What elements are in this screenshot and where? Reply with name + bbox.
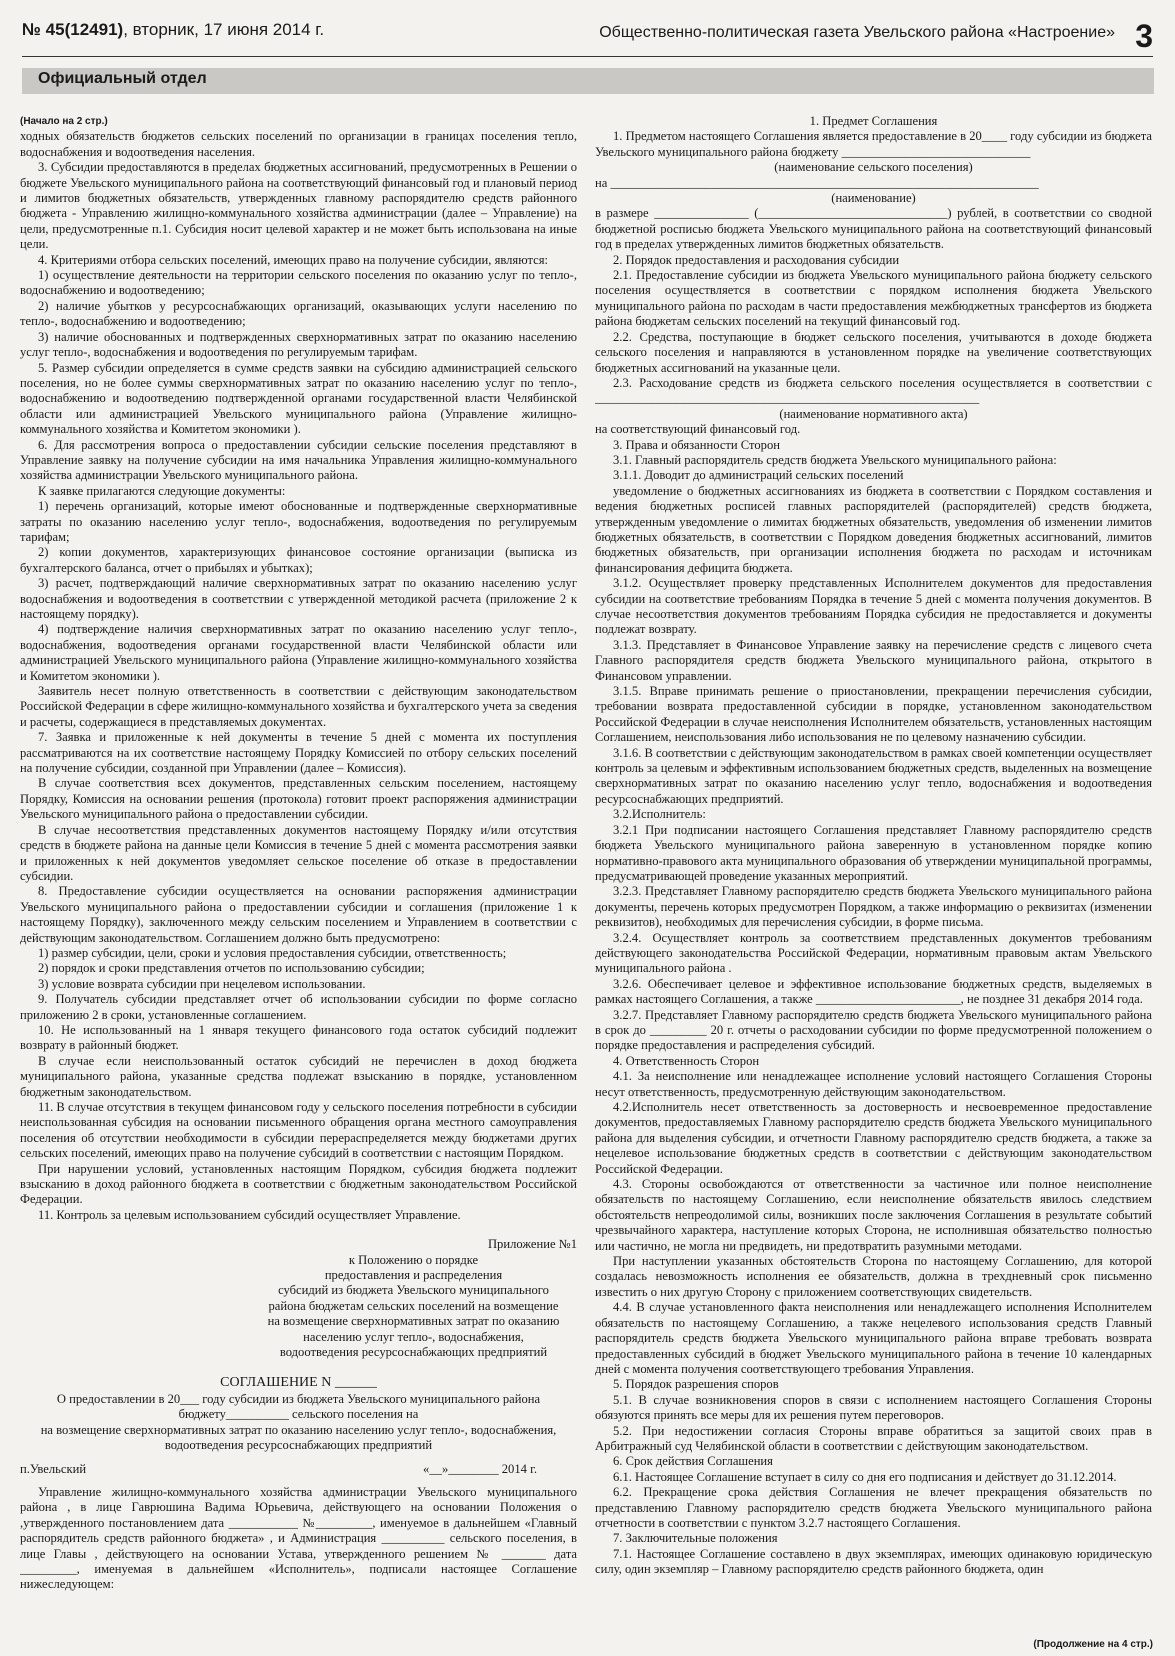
right-column-paragraph: 4.1. За неисполнение или ненадлежащее исполнение условий настоящего Соглашения Стороны несут ответственность, предусмотренную действующим законодательством.: [595, 1069, 1152, 1099]
left-column-paragraph: 2) наличие убытков у ресурсоснабжающих организаций, оказывающих услуги населению по тепло-, водоснабжению и водоотведению;: [20, 298, 577, 329]
right-column-paragraph: 4.3. Стороны освобождаются от ответственности за частичное или полное неисполнение обязательств по настоящему Соглашению, если неисполнение обязательств явилось следствием обстоятельств непреодолимой силы, возникших после заключения Соглашения в результате событий чрезвычайного характера, наступление которых Сторона, не исполнившая обязательство полностью или частично, не могла ни предвидеть, ни предотвратить разумными методами.: [595, 1177, 1152, 1253]
right-column-paragraph: 5. Порядок разрешения споров: [613, 1377, 779, 1392]
issue-info: [22, 20, 324, 40]
right-column-paragraph: 1. Предмет Соглашения: [809, 114, 938, 128]
left-column-paragraph: 9. Получатель субсидии представляет отчет об использовании субсидии по форме согласно приложению 2 в сроки, установленные соглашением.: [20, 992, 577, 1022]
right-column-paragraph: 3.2.3. Представляет Главному распорядителю средств бюджета Увельского муниципального района документы, перечень которых предусмотрен Порядком, а также информацию о реквизитах (изменении реквизитов), необходимых для перечисления субсидии, в форме письма.: [595, 884, 1152, 930]
right-column-paragraph: 3.1.6. В соответствии с действующим законодательством в рамках своей компетенции осуществляет контроль за целевым и эффективным использованием бюджетных средств, выделенных на возмещение сверхнормативных затрат по оказанию населению услуг тепло, водоснабжения и водоотведения ресурсоснабжающих предприятий.: [595, 745, 1152, 806]
left-column-paragraph: В случае несоответствия представленных документов настоящему Порядку и/или отсутствия средств в бюджете района на данные цели Комиссия в течение 5 дней с момента рассмотрения заявки и приложенных к ней документов уведомляет сельское поселение об отказе в предоставлении субсидии.: [20, 822, 577, 883]
right-column-paragraph: 3.1.1. Доводит до администраций сельских поселений: [613, 468, 904, 483]
newspaper-name: Общественно-политическая газета Увельского района «Настроение»: [599, 24, 1115, 41]
left-column-paragraph: 5. Размер субсидии определяется в сумме средств заявки на субсидию администрацией сельского поселения, но не более суммы сверхнормативных затрат по оказанию населению услуг по тепло-, водоснабжению и водоотведению подтвержденной органами государственной власти Челябинской области или администрацией Увельского муниципального района (Управление жилищно-коммунального хозяйства и Комитетом экономики ).: [20, 360, 577, 437]
left-column-paragraph: Заявитель несет полную ответственность в соответствии с действующим законодательством Российской Федерации в сфере жилищно-коммунального хозяйства и бухгалтерского учета за сведения и расчеты, содержащиеся в представляемых документах.: [20, 684, 577, 729]
left-column: [20, 114, 577, 1634]
right-column-paragraph: 3.2.4. Осуществляет контроль за соответствием представленных документов требованиям действующего законодательства Российской Федерации, нормативным правовым актам Увельского муниципального района .: [595, 930, 1152, 976]
agreement-subtitle-2: на возмещение сверхнормативных затрат по оказанию населению услуг тепло-, водоснабжения, водоотведения ресурсоснабжающих предприятий: [40, 1422, 557, 1453]
right-column: [595, 114, 1152, 1634]
right-column-paragraph: на ____________________________________________________________________: [595, 175, 1039, 190]
appendix-line: водоотведения ресурсоснабжающих предприятий: [279, 1345, 548, 1360]
left-column-paragraph: 1) размер субсидии, цели, сроки и условия предоставления субсидии, ответственность;: [38, 945, 507, 960]
appendix-line: предоставления и распределения: [324, 1268, 503, 1283]
left-column-paragraph: 11. В случае отсутствия в текущем финансовом году у сельского поселения потребности в субсидии неиспользованная субсидия на основании письменного обращения органа местного самоуправления поселения об отсутствии необходимости в субсидии перераспределяется между бюджетами других сельских поселений, имеющих право на получение субсидий в соответствии с настоящим Порядком.: [20, 1100, 577, 1161]
right-column-paragraph: 6. Срок действия Соглашения: [613, 1454, 773, 1469]
agreement-subtitle-1: О предоставлении в 20___ году субсидии из бюджета Увельского муниципального района бюджету__________ сельского поселения на: [56, 1391, 541, 1422]
left-column-paragraph: 6. Для рассмотрения вопроса о предоставлении субсидии сельские поселения представляют в Управление заявку на получение субсидии на имя начальника Управления жилищно-коммунального хозяйства администрации Увельского муниципального района.: [20, 437, 577, 483]
appendix-line: Приложение №1: [487, 1237, 577, 1252]
left-column-paragraph: 11. Контроль за целевым использованием субсидий осуществляет Управление.: [38, 1207, 461, 1222]
issue-date: , вторник, 17 июня 2014 г.: [123, 20, 325, 39]
right-column-paragraph: 6.2. Прекращение срока действия Соглашения не влечет прекращения обязательств по представлению Главному распорядителю средств бюджета Увельского муниципального района отчетности в соответствии с пунктом 3.2.7 настоящего Соглашения.: [595, 1485, 1152, 1530]
left-column-paragraph: 4) подтверждение наличия сверхнормативных затрат по оказанию населению услуг тепло-, водоснабжения, водоотведения органами государственной власти Челябинской области или администрацией Увельского муниципального района (Управление жилищно-коммунального хозяйства и Комитетом экономики ).: [20, 622, 577, 683]
left-column-paragraph: 1) перечень организаций, которые имеют обоснованные и подтвержденные сверхнормативные затраты по оказанию населению услуг тепло-, водоснабжения, водоотведения по регулируемым тарифам;: [20, 499, 577, 544]
left-column-paragraph: 8. Предоставление субсидии осуществляется на основании распоряжения администрации Увельского муниципального района о предоставлении субсидии и соглашения (приложение 1 к настоящему Порядку), заключенного между сельским поселением и Управлением в соответствии с действующим законодательством. Соглашением должно быть предусмотрено:: [20, 884, 577, 945]
right-column-paragraph: При наступлении указанных обстоятельств Сторона по настоящему Соглашению, для которой создалась невозможность исполнения ее обязательств, должна в трехдневный срок письменно известить о них другую Сторону с приложением соответствующих свидетельств.: [595, 1254, 1152, 1299]
right-column-paragraph: уведомление о бюджетных ассигнованиях из бюджета в соответствии с Порядком составления и ведения бюджетных росписей главных распорядителей (распорядителей) средств бюджета, утвержденным уведомление о лимитах бюджетных обязательств, уведомления об изменении лимитов бюджетных обязательств, в соответствии с Порядком доведения бюджетных ассигнований, лимитов бюджетных обязательств, при организации исполнения бюджета по расходам и источникам финансирования дефицита бюджета.: [595, 483, 1152, 575]
right-column-paragraph: 3. Права и обязанности Сторон: [613, 437, 781, 452]
agreement-title: СОГЛАШЕНИЕ N ______: [220, 1374, 377, 1390]
agreement-place: п.Увельский: [20, 1461, 87, 1476]
issue-number: № 45(12491): [22, 20, 124, 39]
right-column-paragraph: (наименование): [831, 191, 916, 206]
right-column-paragraph: 2. Порядок предоставления и расходования субсидии: [613, 252, 900, 267]
appendix-line: на возмещение сверхнормативных затрат по оказанию: [267, 1314, 560, 1329]
section-title: Официальный отдел: [38, 70, 207, 87]
right-column-paragraph: 3.1. Главный распорядитель средств бюджета Увельского муниципального района:: [613, 452, 1057, 467]
right-column-paragraph: 4. Ответственность Сторон: [613, 1053, 760, 1068]
left-column-paragraph: 1) осуществление деятельности на территории сельского поселения по оказанию услуг по тепло-, водоснабжению и водоотведению;: [20, 268, 577, 298]
left-column-paragraph: ходных обязательств бюджетов сельских поселений по организации в границах поселения тепло, водоснабжения и водоотведения населения.: [20, 129, 577, 159]
left-column-paragraph: 2) копии документов, характеризующих финансовое состояние организации (выписка из бухгалтерского баланса, отчет о прибылях и убытках);: [20, 545, 577, 575]
appendix-line: населению услуг тепло-, водоснабжения,: [303, 1329, 524, 1344]
right-column-paragraph: 4.4. В случае установленного факта неисполнения или ненадлежащего исполнения Исполнителем обязательств по настоящему Соглашению, а также нецелевого использования средств Главный распорядитель средств бюджета Увельского муниципального района вправе требовать возврата предоставленных субсидий в бюджет Увельского муниципального района в течение 10 календарных дней с момента получения соответствующего требования Управления.: [595, 1300, 1152, 1376]
right-column-paragraph: 3.2.1 При подписании настоящего Соглашения представляет Главному распорядителю средств бюджета Увельского муниципального района заверенную в установленном порядке копию нормативно-правового акта муниципального образования об утверждении муниципальной программы, предусматривающей проведение указанных мероприятий.: [595, 822, 1152, 883]
left-column-paragraph: 10. Не использованный на 1 января текущего финансового года остаток субсидий подлежит возврату в районный бюджет.: [20, 1022, 577, 1053]
agreement-preamble: Управление жилищно-коммунального хозяйства администрации Увельского муниципального района , в лице Гаврюшина Вадима Юрьевича, действующего на основании Положения о ,утвержденного постановлением дата ___________ №_________, именуемое в дальнейшем «Главный распорядитель средств районного бюджета» , и Администрация __________ сельского поселения, в лице Главы , действующего на основании Устава, утвержденного решением № _______ дата _________, именуемая в дальнейшем «Исполнитель», подписали настоящее Соглашение нижеследующем:: [20, 1484, 577, 1592]
appendix-line: района бюджетам сельских поселений на возмещение: [268, 1298, 559, 1313]
right-column-paragraph: 2.3. Расходование средств из бюджета сельского поселения осуществляется в соответствии с _____________________________________________________________: [595, 375, 1152, 406]
header-rule: [22, 56, 1153, 57]
right-column-paragraph: 4.2.Исполнитель несет ответственность за достоверность и несвоевременное предоставление документов, предоставляемых Главному распорядителю средств бюджета Увельского муниципального района для выделения субсидии, и отчетности Главному распорядителю средств бюджета, а также за нецелевое использование бюджетных средств в соответствии с действующим законодательством Российской Федерации.: [595, 1100, 1152, 1176]
right-column-paragraph: 3.2.Исполнитель:: [613, 807, 706, 822]
right-column-paragraph: 7. Заключительные положения: [613, 1531, 778, 1546]
left-column-paragraph: 3) условие возврата субсидии при нецелевом использовании.: [38, 976, 366, 991]
right-column-paragraph: (наименование сельского поселения): [774, 160, 973, 175]
left-column-paragraph: 4. Критериями отбора сельских поселений, имеющих право на получение субсидии, являются:: [38, 252, 549, 267]
appendix-line: субсидий из бюджета Увельского муниципального: [278, 1283, 549, 1298]
right-column-paragraph: 3.1.3. Представляет в Финансовое Управление заявку на перечисление средств с лицевого счета Главного распорядителя средств бюджета Увельского муниципального района, открытого в Финансовом управлении.: [595, 637, 1152, 683]
left-column-paragraph: При нарушении условий, установленных настоящим Порядком, субсидия бюджета подлежит взысканию в доход районного бюджета в соответствии с бюджетным законодательством Российской Федерации.: [20, 1161, 577, 1207]
right-paragraphs: [595, 114, 1152, 1578]
left-column-paragraph: 3. Субсидии предоставляются в пределах бюджетных ассигнований, предусмотренных в Решении о бюджете Увельского муниципального района на соответствующий финансовый год и плановый период и лимитов бюджетных обязательств, утвержденных главному распорядителю средств районного бюджета - Управлению жилищно-коммунального хозяйства администрации (далее – Управление) на цели, предусмотренные п.1. Субсидия носит целевой характер и не может быть использована на иные цели.: [20, 160, 577, 252]
right-column-paragraph: в размере _______________ (______________________________) рублей, в соответствии со сводной бюджетной росписью бюджета Увельского муниципального района на соответствующий финансовый год в пределах утвержденных лимитов бюджетных обязательств.: [595, 206, 1152, 252]
right-column-paragraph: 3.2.6. Обеспечивает целевое и эффективное использование бюджетных средств, выделяемых в рамках настоящего Соглашения, а также _______________________, не позднее 31 декабря 2014 года.: [595, 976, 1152, 1007]
right-column-paragraph: 6.1. Настоящее Соглашение вступает в силу со дня его подписания и действует до 31.12.2014.: [613, 1469, 1117, 1484]
right-column-paragraph: 5.1. В случае возникновения споров в связи с исполнением настоящего Соглашения Стороны обязуются принять все меры для их решения путем переговоров.: [595, 1392, 1152, 1423]
left-column-paragraph: 3) наличие обоснованных и подтвержденных сверхнормативных затрат по оказанию населению услуг тепло-, водоснабжения и водоотведения по регулируемым тарифам.: [20, 329, 577, 360]
right-column-paragraph: 1. Предметом настоящего Соглашения является предоставление в 20____ году субсидии из бюджета Увельского муниципального района бюджету ______________________________: [595, 129, 1152, 159]
left-column-paragraph: 2) порядок и сроки представления отчетов по использованию субсидии;: [38, 961, 425, 976]
left-column-paragraph: К заявке прилагаются следующие документы:: [38, 483, 286, 498]
appendix-line: к Положению о порядке: [348, 1252, 479, 1267]
right-column-paragraph: 2.1. Предоставление субсидии из бюджета Увельского муниципального района бюджету сельского поселения осуществляется в соответствии с порядком исполнения бюджета Увельского муниципального района по расходам в части предоставления межбюджетных трансфертов из бюджета района бюджетам сельских поселений на текущий финансовый год.: [595, 268, 1152, 329]
right-column-paragraph: 5.2. При недостижении согласия Стороны вправе обратиться за защитой своих прав в Арбитражный суд Челябинской области в соответствии с действующим законодательством.: [595, 1423, 1152, 1453]
right-column-paragraph: 3.1.2. Осуществляет проверку представленных Исполнителем документов для предоставления субсидии на соответствие требованиям Порядка в течение 5 дней с момента получения документов. В случае несоответствия документов требованиям Порядка субсидия не предоставляется и документы подлежат возврату.: [595, 576, 1152, 637]
left-column-paragraph: 3) расчет, подтверждающий наличие сверхнормативных затрат по оказанию населению услуг водоснабжения и водоотведения в соответствии с утвержденной методикой расчета (приложение 2 к настоящему порядку).: [20, 576, 577, 621]
right-column-paragraph: на соответствующий финансовый год.: [595, 422, 801, 437]
page-number: 3: [1135, 18, 1153, 54]
left-column-paragraph: (Начало на 2 стр.): [20, 116, 108, 127]
continuation-note: (Продолжение на 4 стр.): [1033, 1639, 1153, 1650]
left-column-paragraph: 7. Заявка и приложенные к ней документы в течение 5 дней с момента их поступления рассматриваются на их соответствие настоящему Порядку Комиссией по отбору сельских поселений на получение субсидии, созданной при Управлении (далее – Комиссия).: [20, 730, 577, 776]
left-column-paragraph: В случае соответствия всех документов, представленных сельским поселением, настоящему Порядку, Комиссия на основании решения (протокола) готовит проект распоряжения администрации Увельского муниципального района о предоставлении субсидии.: [20, 776, 577, 822]
right-column-paragraph: 3.1.5. Вправе принимать решение о приостановлении, прекращении перечисления субсидии, требовании возврата предоставленной субсидии в порядке, установленном законодательством Российской Федерации в случае неисполнения Исполнителем обязательств, установленных настоящим Соглашением, неиспользования либо использования не по целевому назначению субсидии.: [595, 684, 1152, 745]
right-column-paragraph: (наименование нормативного акта): [779, 406, 968, 421]
left-column-paragraph: В случае если неиспользованный остаток субсидий не перечислен в доход бюджета муниципального района, указанные средства подлежат взысканию в порядке, установленном бюджетным законодательством.: [20, 1053, 577, 1099]
agreement-date: «__»________ 2014 г.: [423, 1461, 537, 1476]
appendix-header: [250, 1237, 577, 1360]
agreement-place-date: [20, 1462, 577, 1477]
masthead: [0, 0, 1175, 58]
right-column-paragraph: 3.2.7. Представляет Главному распорядителю средств бюджета Увельского муниципального района в срок до _________ 20 г. отчеты о расходовании субсидии по форме предусмотренной положением о порядке предоставления и распределения субсидий.: [595, 1007, 1152, 1053]
right-column-paragraph: 7.1. Настоящее Соглашение составлено в двух экземплярах, имеющих одинаковую юридическую силу, один экземпляр – Главному распорядителю средств районного бюджета, один: [595, 1546, 1152, 1577]
right-column-paragraph: 2.2. Средства, поступающие в бюджет сельского поселения, учитываются в доходе бюджета сельского поселения и направляются в установленном порядке на увеличение соответствующих бюджетных ассигнований на указанные цели.: [595, 329, 1152, 375]
left-paragraphs: [20, 114, 577, 1223]
